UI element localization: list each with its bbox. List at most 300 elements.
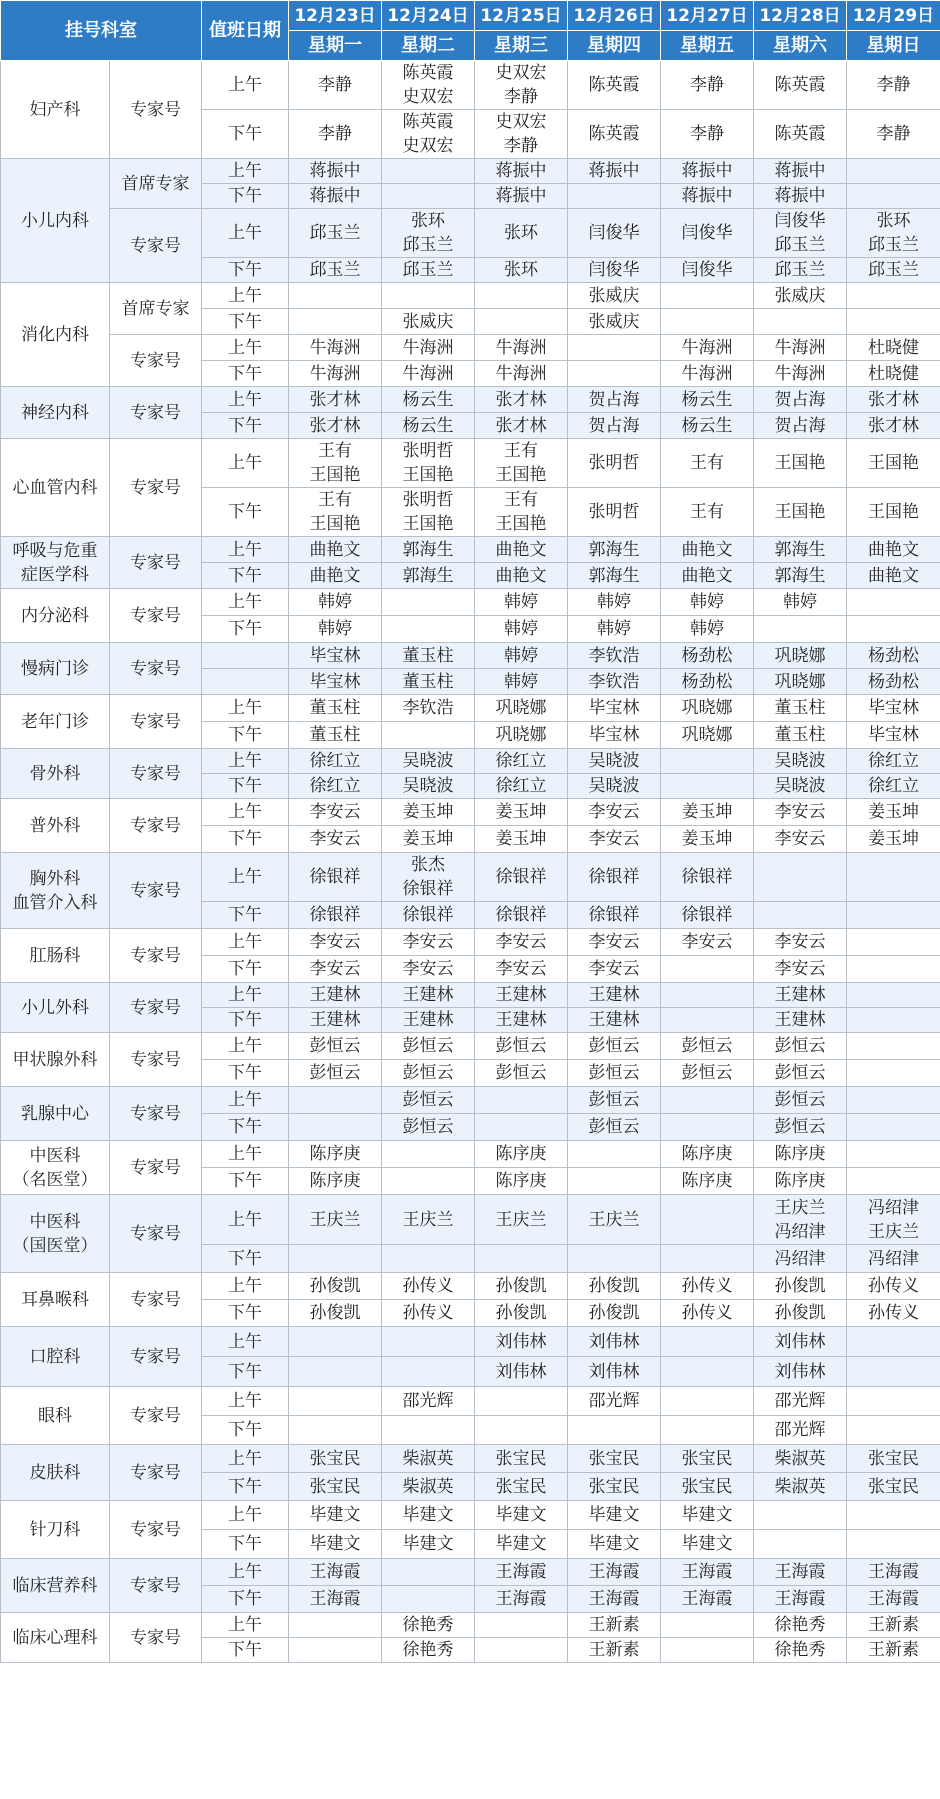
- doctor-cell: 牛海洲: [475, 361, 568, 387]
- doctor-cell: 牛海洲: [382, 361, 475, 387]
- doctor-cell: 徐红立: [475, 749, 568, 774]
- header-date: 值班日期: [202, 1, 289, 61]
- table-row: [1, 439, 940, 488]
- session-label: 上午: [202, 61, 289, 110]
- doctor-cell: 冯绍津 王庆兰: [847, 1195, 940, 1245]
- session-label: 上午: [202, 1273, 289, 1300]
- doctor-cell: 徐银祥: [568, 853, 661, 902]
- doctor-cell: 姜玉坤: [847, 799, 940, 826]
- doctor-cell: [754, 616, 847, 643]
- doctor-cell: [847, 1033, 940, 1060]
- doctor-cell: [568, 184, 661, 209]
- doctor-cell: 柴淑英: [754, 1445, 847, 1473]
- registration-type: 专家号: [110, 61, 202, 159]
- session-label: 下午: [202, 184, 289, 209]
- session-label: 上午: [202, 283, 289, 309]
- doctor-cell: 毕建文: [568, 1530, 661, 1559]
- doctor-cell: 曲艳文: [661, 537, 754, 563]
- doctor-cell: 彭恒云: [475, 1060, 568, 1087]
- doctor-cell: 柴淑英: [382, 1473, 475, 1501]
- doctor-cell: 张明哲: [568, 439, 661, 488]
- doctor-cell: 王建林: [568, 983, 661, 1008]
- doctor-cell: 彭恒云: [661, 1060, 754, 1087]
- doctor-cell: 董玉柱: [382, 669, 475, 695]
- dept-name: 骨外科: [1, 749, 110, 799]
- doctor-cell: 郭海生: [382, 537, 475, 563]
- dept-name: 呼吸与危重 症医学科: [1, 537, 110, 589]
- doctor-cell: [847, 1387, 940, 1416]
- dept-name: 针刀科: [1, 1501, 110, 1559]
- doctor-cell: 巩晓娜: [754, 643, 847, 669]
- doctor-cell: 蒋振中: [661, 184, 754, 209]
- doctor-cell: 韩婷: [289, 616, 382, 643]
- doctor-cell: 毕建文: [568, 1501, 661, 1530]
- doctor-cell: 王海霞: [847, 1586, 940, 1613]
- doctor-cell: 王建林: [289, 1008, 382, 1033]
- doctor-cell: 陈序庚: [754, 1141, 847, 1168]
- doctor-cell: 张环 邱玉兰: [382, 209, 475, 258]
- doctor-cell: 张才林: [847, 413, 940, 439]
- doctor-cell: 牛海洲: [661, 335, 754, 361]
- session-label: 上午: [202, 853, 289, 902]
- doctor-cell: 徐红立: [289, 749, 382, 774]
- doctor-cell: 张宝民: [568, 1473, 661, 1501]
- doctor-cell: 冯绍津: [847, 1245, 940, 1273]
- doctor-cell: 王新素: [568, 1613, 661, 1638]
- doctor-cell: [475, 1245, 568, 1273]
- doctor-cell: 彭恒云: [382, 1033, 475, 1060]
- doctor-cell: 陈英霞 史双宏: [382, 61, 475, 110]
- doctor-cell: 王海霞: [475, 1586, 568, 1613]
- doctor-cell: 刘伟林: [754, 1357, 847, 1387]
- registration-type: 专家号: [110, 1033, 202, 1087]
- header-day-5: 星期五: [661, 31, 754, 61]
- doctor-cell: 彭恒云: [754, 1114, 847, 1141]
- doctor-cell: 彭恒云: [289, 1060, 382, 1087]
- doctor-cell: 王建林: [754, 1008, 847, 1033]
- doctor-cell: 徐艳秀: [382, 1638, 475, 1663]
- doctor-cell: 郭海生: [754, 537, 847, 563]
- dept-name: 普外科: [1, 799, 110, 853]
- doctor-cell: 张宝民: [661, 1473, 754, 1501]
- session-label: 下午: [202, 1008, 289, 1033]
- doctor-cell: 陈英霞 史双宏: [382, 110, 475, 159]
- doctor-cell: 王海霞: [475, 1559, 568, 1586]
- doctor-cell: 彭恒云: [568, 1060, 661, 1087]
- doctor-cell: 李安云: [568, 929, 661, 956]
- session-label: 上午: [202, 1141, 289, 1168]
- doctor-cell: 杨云生: [661, 413, 754, 439]
- session-label: 下午: [202, 1473, 289, 1501]
- session-label: 上午: [202, 983, 289, 1008]
- header-date-4: 12月26日: [568, 1, 661, 31]
- doctor-cell: 毕建文: [289, 1501, 382, 1530]
- registration-type: 首席专家: [110, 159, 202, 209]
- doctor-cell: [289, 1613, 382, 1638]
- doctor-cell: 毕建文: [289, 1530, 382, 1559]
- registration-type: 专家号: [110, 1501, 202, 1559]
- doctor-cell: 张宝民: [847, 1445, 940, 1473]
- doctor-cell: [475, 283, 568, 309]
- doctor-cell: [661, 1387, 754, 1416]
- table-row: [1, 335, 940, 361]
- doctor-cell: 王国艳: [754, 488, 847, 537]
- doctor-cell: [847, 983, 940, 1008]
- doctor-cell: [661, 1195, 754, 1245]
- session-label: 下午: [202, 826, 289, 853]
- session-label: 上午: [202, 1445, 289, 1473]
- doctor-cell: 韩婷: [475, 669, 568, 695]
- session-label: 下午: [202, 361, 289, 387]
- doctor-cell: 李安云: [754, 956, 847, 983]
- doctor-cell: 李安云: [568, 826, 661, 853]
- doctor-cell: [289, 309, 382, 335]
- session-label: 上午: [202, 589, 289, 616]
- doctor-cell: [847, 159, 940, 184]
- doctor-cell: 吴晓波: [754, 749, 847, 774]
- doctor-cell: 徐艳秀: [754, 1613, 847, 1638]
- session-label: 上午: [202, 929, 289, 956]
- doctor-cell: [475, 1114, 568, 1141]
- registration-type: 专家号: [110, 1613, 202, 1663]
- doctor-cell: 彭恒云: [382, 1087, 475, 1114]
- table-row: [1, 1501, 940, 1530]
- doctor-cell: 李静: [661, 110, 754, 159]
- header-dept: 挂号科室: [1, 1, 202, 61]
- doctor-cell: 姜玉坤: [382, 826, 475, 853]
- dept-name: 肛肠科: [1, 929, 110, 983]
- doctor-cell: 闫俊华: [661, 258, 754, 283]
- session-label: 上午: [202, 537, 289, 563]
- doctor-cell: 张才林: [847, 387, 940, 413]
- doctor-cell: [382, 1357, 475, 1387]
- header-date-5: 12月27日: [661, 1, 754, 31]
- registration-type: 专家号: [110, 1273, 202, 1327]
- header-day-6: 星期六: [754, 31, 847, 61]
- doctor-cell: 王建林: [475, 983, 568, 1008]
- doctor-cell: [847, 1501, 940, 1530]
- doctor-cell: 王海霞: [847, 1559, 940, 1586]
- doctor-cell: 王庆兰 冯绍津: [754, 1195, 847, 1245]
- doctor-cell: 牛海洲: [289, 361, 382, 387]
- table-row: [1, 929, 940, 956]
- doctor-cell: 孙俊凯: [475, 1273, 568, 1300]
- doctor-cell: 吴晓波: [754, 774, 847, 799]
- doctor-cell: 徐银祥: [568, 902, 661, 929]
- doctor-cell: [661, 1613, 754, 1638]
- doctor-cell: 杨劲松: [847, 643, 940, 669]
- doctor-cell: 张宝民: [475, 1473, 568, 1501]
- registration-type: 专家号: [110, 1327, 202, 1387]
- doctor-cell: 王有 王国艳: [475, 488, 568, 537]
- doctor-cell: 张威庆: [382, 309, 475, 335]
- doctor-cell: 蒋振中: [754, 159, 847, 184]
- doctor-cell: 孙传义: [847, 1273, 940, 1300]
- doctor-cell: 徐艳秀: [382, 1613, 475, 1638]
- doctor-cell: 韩婷: [568, 616, 661, 643]
- doctor-cell: [289, 1087, 382, 1114]
- dept-name: 妇产科: [1, 61, 110, 159]
- doctor-cell: [754, 853, 847, 902]
- dept-name: 神经内科: [1, 387, 110, 439]
- doctor-cell: [289, 1638, 382, 1663]
- doctor-cell: 曲艳文: [475, 537, 568, 563]
- doctor-cell: [382, 1416, 475, 1445]
- doctor-cell: 王海霞: [754, 1586, 847, 1613]
- doctor-cell: [661, 1416, 754, 1445]
- doctor-cell: [847, 184, 940, 209]
- doctor-cell: 彭恒云: [382, 1114, 475, 1141]
- doctor-cell: 贺占海: [568, 387, 661, 413]
- doctor-cell: 韩婷: [289, 589, 382, 616]
- doctor-cell: 曲艳文: [847, 537, 940, 563]
- session-label: 下午: [202, 413, 289, 439]
- doctor-cell: 牛海洲: [475, 335, 568, 361]
- session-label: 下午: [202, 563, 289, 589]
- dept-name: 口腔科: [1, 1327, 110, 1387]
- doctor-cell: 张环: [475, 209, 568, 258]
- doctor-cell: [754, 902, 847, 929]
- session-label: 下午: [202, 616, 289, 643]
- session-label: 上午: [202, 1501, 289, 1530]
- doctor-cell: 李静: [661, 61, 754, 110]
- doctor-cell: 王建林: [382, 983, 475, 1008]
- table-row: [1, 1087, 940, 1114]
- doctor-cell: 徐银祥: [289, 853, 382, 902]
- dept-name: 慢病门诊: [1, 643, 110, 695]
- doctor-cell: 张环: [475, 258, 568, 283]
- doctor-cell: 郭海生: [568, 537, 661, 563]
- doctor-cell: 张宝民: [568, 1445, 661, 1473]
- doctor-cell: 张宝民: [475, 1445, 568, 1473]
- doctor-cell: 曲艳文: [661, 563, 754, 589]
- doctor-cell: 蒋振中: [661, 159, 754, 184]
- doctor-cell: 闫俊华: [661, 209, 754, 258]
- doctor-cell: 毕建文: [382, 1530, 475, 1559]
- session-label: 上午: [202, 1087, 289, 1114]
- doctor-cell: 陈序庚: [661, 1168, 754, 1195]
- registration-type: 专家号: [110, 387, 202, 439]
- doctor-cell: [661, 774, 754, 799]
- registration-type: 首席专家: [110, 283, 202, 335]
- doctor-cell: 王庆兰: [382, 1195, 475, 1245]
- doctor-cell: 姜玉坤: [661, 826, 754, 853]
- doctor-cell: 王国艳: [847, 488, 940, 537]
- doctor-cell: [382, 616, 475, 643]
- doctor-cell: [382, 1586, 475, 1613]
- doctor-cell: 史双宏 李静: [475, 61, 568, 110]
- session-label: 上午: [202, 1387, 289, 1416]
- doctor-cell: 彭恒云: [568, 1087, 661, 1114]
- doctor-cell: 张威庆: [568, 283, 661, 309]
- doctor-cell: 彭恒云: [754, 1033, 847, 1060]
- doctor-cell: 王海霞: [289, 1586, 382, 1613]
- table-row: [1, 1445, 940, 1473]
- dept-name: 耳鼻喉科: [1, 1273, 110, 1327]
- doctor-cell: 曲艳文: [289, 537, 382, 563]
- doctor-cell: 孙传义: [382, 1300, 475, 1327]
- header-day-4: 星期四: [568, 31, 661, 61]
- doctor-cell: [754, 1501, 847, 1530]
- doctor-cell: 闫俊华: [568, 258, 661, 283]
- dept-name: 心血管内科: [1, 439, 110, 537]
- doctor-cell: 孙俊凯: [289, 1300, 382, 1327]
- doctor-cell: 董玉柱: [754, 722, 847, 749]
- doctor-cell: 徐银祥: [661, 902, 754, 929]
- session-label: 下午: [202, 774, 289, 799]
- table-row: [1, 643, 940, 669]
- doctor-cell: [847, 1141, 940, 1168]
- header-day-1: 星期一: [289, 31, 382, 61]
- doctor-cell: 李安云: [475, 929, 568, 956]
- dept-name: 胸外科 血管介入科: [1, 853, 110, 929]
- doctor-cell: 孙俊凯: [289, 1273, 382, 1300]
- doctor-cell: 毕建文: [382, 1501, 475, 1530]
- doctor-cell: [382, 159, 475, 184]
- doctor-cell: [382, 184, 475, 209]
- doctor-cell: 孙俊凯: [568, 1273, 661, 1300]
- doctor-cell: 蒋振中: [289, 159, 382, 184]
- doctor-cell: 姜玉坤: [475, 826, 568, 853]
- table-row: [1, 1327, 940, 1357]
- doctor-cell: [847, 309, 940, 335]
- doctor-cell: [847, 929, 940, 956]
- doctor-cell: 李安云: [475, 956, 568, 983]
- doctor-cell: [289, 283, 382, 309]
- doctor-cell: 李安云: [382, 956, 475, 983]
- session-label: 下午: [202, 1586, 289, 1613]
- table-row: [1, 1141, 940, 1168]
- doctor-cell: 毕宝林: [847, 722, 940, 749]
- session-label: [202, 643, 289, 669]
- doctor-cell: 徐红立: [847, 749, 940, 774]
- doctor-cell: 彭恒云: [661, 1033, 754, 1060]
- doctor-cell: 李安云: [289, 799, 382, 826]
- doctor-cell: 陈序庚: [289, 1141, 382, 1168]
- dept-name: 小儿外科: [1, 983, 110, 1033]
- session-label: 下午: [202, 1245, 289, 1273]
- doctor-cell: 董玉柱: [289, 722, 382, 749]
- doctor-cell: 王国艳: [847, 439, 940, 488]
- doctor-cell: 王有 王国艳: [289, 488, 382, 537]
- table-row: [1, 283, 940, 309]
- doctor-cell: 王海霞: [568, 1586, 661, 1613]
- doctor-cell: 杨云生: [382, 413, 475, 439]
- doctor-cell: 彭恒云: [754, 1060, 847, 1087]
- doctor-cell: 李安云: [754, 826, 847, 853]
- doctor-cell: 孙传义: [661, 1273, 754, 1300]
- doctor-cell: 彭恒云: [475, 1033, 568, 1060]
- session-label: [202, 669, 289, 695]
- doctor-cell: 张杰 徐银祥: [382, 853, 475, 902]
- doctor-cell: 董玉柱: [289, 695, 382, 722]
- doctor-cell: 巩晓娜: [475, 722, 568, 749]
- doctor-cell: [661, 1245, 754, 1273]
- session-label: 上午: [202, 1613, 289, 1638]
- header-date-6: 12月28日: [754, 1, 847, 31]
- doctor-cell: 邱玉兰: [382, 258, 475, 283]
- dept-name: 眼科: [1, 1387, 110, 1445]
- doctor-cell: 张威庆: [568, 309, 661, 335]
- doctor-cell: 吴晓波: [382, 749, 475, 774]
- doctor-cell: [661, 1357, 754, 1387]
- registration-type: 专家号: [110, 695, 202, 749]
- doctor-cell: 李安云: [568, 956, 661, 983]
- doctor-cell: 孙传义: [661, 1300, 754, 1327]
- doctor-cell: 孙传义: [847, 1300, 940, 1327]
- doctor-cell: [847, 1168, 940, 1195]
- doctor-cell: 李钦浩: [382, 695, 475, 722]
- registration-type: 专家号: [110, 537, 202, 589]
- doctor-cell: 吴晓波: [568, 774, 661, 799]
- doctor-cell: [661, 1008, 754, 1033]
- doctor-cell: 张宝民: [289, 1473, 382, 1501]
- doctor-cell: 张才林: [289, 387, 382, 413]
- doctor-cell: 孙俊凯: [475, 1300, 568, 1327]
- table-row: [1, 589, 940, 616]
- doctor-cell: 董玉柱: [382, 643, 475, 669]
- doctor-cell: 牛海洲: [382, 335, 475, 361]
- doctor-cell: 吴晓波: [382, 774, 475, 799]
- doctor-cell: 韩婷: [661, 616, 754, 643]
- doctor-cell: 贺占海: [754, 387, 847, 413]
- doctor-cell: 徐银祥: [382, 902, 475, 929]
- doctor-cell: [289, 1357, 382, 1387]
- registration-type: 专家号: [110, 209, 202, 283]
- dept-name: 皮肤科: [1, 1445, 110, 1501]
- doctor-cell: 柴淑英: [754, 1473, 847, 1501]
- doctor-cell: [382, 1168, 475, 1195]
- doctor-cell: 毕建文: [475, 1530, 568, 1559]
- registration-type: 专家号: [110, 1559, 202, 1613]
- doctor-cell: 李静: [847, 110, 940, 159]
- doctor-cell: 毕建文: [661, 1530, 754, 1559]
- table-header: [1, 1, 940, 61]
- doctor-cell: 王庆兰: [289, 1195, 382, 1245]
- doctor-cell: 张才林: [475, 413, 568, 439]
- doctor-cell: [382, 722, 475, 749]
- doctor-cell: 孙俊凯: [754, 1273, 847, 1300]
- header-day-3: 星期三: [475, 31, 568, 61]
- doctor-cell: 王建林: [289, 983, 382, 1008]
- doctor-cell: 王海霞: [568, 1559, 661, 1586]
- table-row: [1, 853, 940, 902]
- doctor-cell: [847, 1357, 940, 1387]
- doctor-cell: 王庆兰: [568, 1195, 661, 1245]
- session-label: 上午: [202, 209, 289, 258]
- doctor-cell: 邵光辉: [754, 1387, 847, 1416]
- doctor-cell: 王有: [661, 488, 754, 537]
- doctor-cell: 董玉柱: [754, 695, 847, 722]
- doctor-cell: 李安云: [661, 929, 754, 956]
- doctor-cell: [568, 1141, 661, 1168]
- doctor-cell: 杨劲松: [847, 669, 940, 695]
- doctor-cell: [661, 1087, 754, 1114]
- doctor-cell: [289, 1114, 382, 1141]
- doctor-cell: 王有: [661, 439, 754, 488]
- doctor-cell: 冯绍津: [754, 1245, 847, 1273]
- doctor-cell: 王国艳: [754, 439, 847, 488]
- doctor-cell: 杜晓健: [847, 335, 940, 361]
- doctor-cell: 张宝民: [289, 1445, 382, 1473]
- doctor-cell: 牛海洲: [754, 361, 847, 387]
- doctor-cell: 郭海生: [754, 563, 847, 589]
- session-label: 上午: [202, 1559, 289, 1586]
- session-label: 下午: [202, 1168, 289, 1195]
- doctor-cell: 王新素: [568, 1638, 661, 1663]
- doctor-cell: 李安云: [289, 826, 382, 853]
- doctor-cell: 陈序庚: [289, 1168, 382, 1195]
